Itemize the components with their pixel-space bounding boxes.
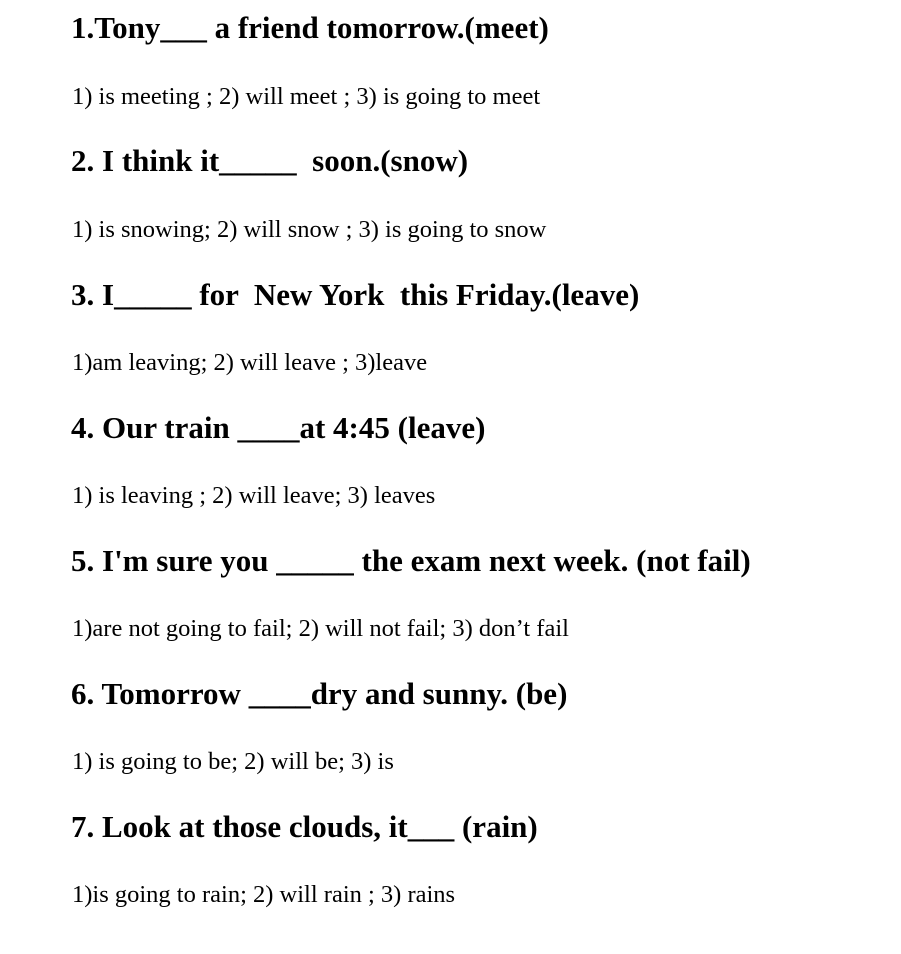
options-2: 1) is snowing; 2) will snow ; 3) is going to snow <box>72 216 547 243</box>
question-7: 7. Look at those clouds, it___ (rain) <box>71 809 538 844</box>
question-1: 1.Tony___ a friend tomorrow.(meet) <box>71 10 549 45</box>
options-3: 1)am leaving; 2) will leave ; 3)leave <box>72 349 428 376</box>
question-3: 3. I_____ for New York this Friday.(leave) <box>71 277 640 312</box>
options-5: 1)are not going to fail; 2) will not fail; 3) don’t fail <box>72 615 569 642</box>
question-6: 6. Tomorrow ____dry and sunny. (be) <box>71 676 568 711</box>
options-6: 1) is going to be; 2) will be; 3) is <box>72 748 394 775</box>
options-7: 1)is going to rain; 2) will rain ; 3) rains <box>72 881 456 908</box>
question-4: 4. Our train ____at 4:45 (leave) <box>71 410 486 445</box>
options-1: 1) is meeting ; 2) will meet ; 3) is going to meet <box>72 83 541 110</box>
question-5: 5. I'm sure you _____ the exam next week. (not fail) <box>71 543 751 578</box>
question-2: 2. I think it_____ soon.(snow) <box>71 143 469 178</box>
options-4: 1) is leaving ; 2) will leave; 3) leaves <box>72 482 436 509</box>
